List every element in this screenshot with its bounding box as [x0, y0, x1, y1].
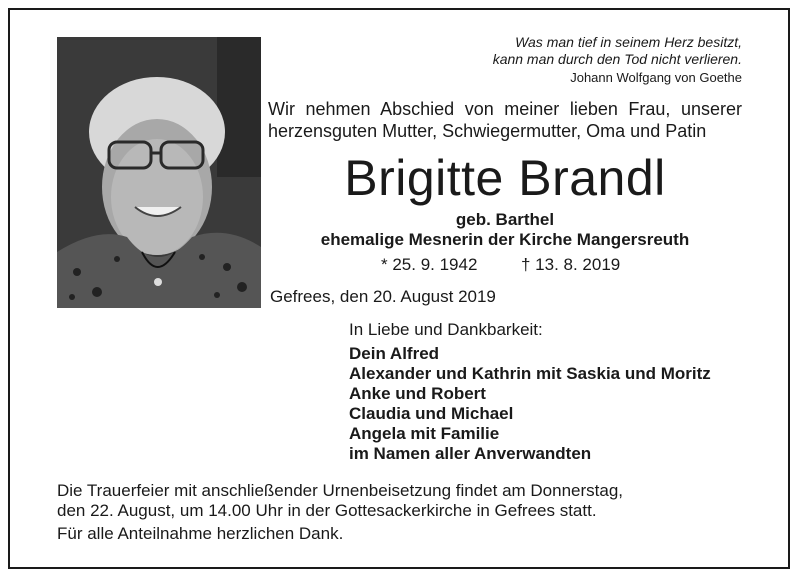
portrait-photo [57, 37, 261, 308]
mourners-list [349, 344, 711, 464]
quote-author: Johann Wolfgang von Goethe [570, 70, 742, 85]
mourner-item: Claudia und Michael [349, 404, 514, 423]
ceremony-line-2: den 22. August, um 14.00 Uhr in der Gottesackerkirche in Gefrees statt. [57, 501, 597, 520]
mourner-item: im Namen aller Anverwandten [349, 444, 592, 463]
goethe-quote [493, 34, 742, 68]
mourner-item: Dein Alfred [349, 344, 440, 363]
birth-date: * 25. 9. 1942 [381, 255, 478, 274]
farewell-intro: Wir nehmen Abschied von meiner lieben Frau, unserer herzensguten Mutter, Schwiegermutter, Oma und Patin [268, 99, 742, 141]
deceased-name: Brigitte Brandl [344, 150, 666, 206]
ceremony-line-1: Die Trauerfeier mit anschließender Urnenbeisetzung findet am Donnerstag, [57, 481, 624, 500]
thanks-intro: In Liebe und Dankbarkeit: [349, 320, 543, 339]
maiden-name: geb. Barthel [455, 210, 555, 229]
closing-thanks: Für alle Anteilnahme herzlichen Dank. [57, 524, 344, 543]
portrait-illustration [57, 37, 261, 308]
mourner-item: Anke und Robert [349, 384, 486, 403]
death-date: † 13. 8. 2019 [521, 255, 621, 274]
deceased-role: ehemalige Mesnerin der Kirche Mangersreuth [320, 230, 690, 249]
mourner-item: Angela mit Familie [349, 424, 500, 443]
place-and-date: Gefrees, den 20. August 2019 [270, 287, 496, 306]
quote-line-2: kann man durch den Tod nicht verlieren. [492, 51, 742, 67]
ceremony-info [57, 481, 707, 521]
mourner-item: Alexander und Kathrin mit Saskia und Moritz [349, 364, 711, 383]
quote-line-1: Was man tief in seinem Herz besitzt, [515, 34, 742, 50]
